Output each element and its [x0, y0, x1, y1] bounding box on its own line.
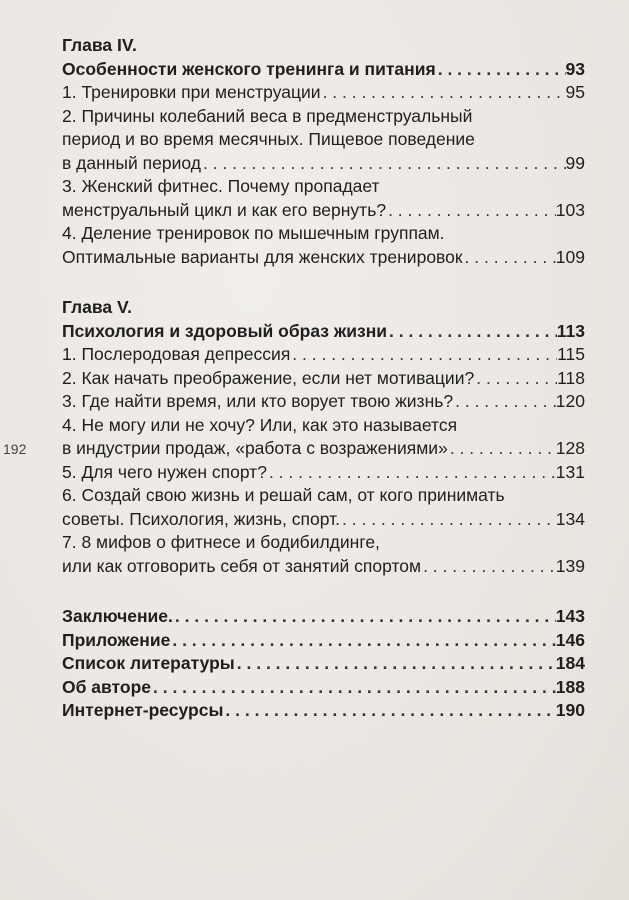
toc-entry: [62, 222, 585, 269]
entry-title: советы. Психология, жизнь, спорт.: [62, 508, 341, 529]
entry-text: 4. Деление тренировок по мышечным группам.: [62, 223, 445, 243]
leader-dots: [223, 699, 555, 723]
chapter-label: Глава V.: [62, 297, 132, 317]
chapter-5: [62, 296, 585, 578]
entry-title: менструальный цикл и как его вернуть?: [62, 199, 387, 220]
entry-line: [62, 390, 585, 414]
final-entry: [62, 629, 585, 653]
entry-title: в индустрии продаж, «работа с возражениями»: [62, 438, 448, 458]
entry-page: 109: [555, 246, 585, 267]
entry-title: 5. Для чего нужен спорт?: [62, 461, 267, 482]
final-entry: [62, 605, 585, 629]
final-entry-title: Список литературы: [62, 653, 235, 673]
leader-dots: [173, 605, 556, 629]
final-entry-page: 146: [555, 629, 585, 650]
entry-page: 120: [555, 391, 585, 411]
leader-dots: [321, 81, 566, 105]
entry-page: 103: [555, 199, 585, 220]
leader-dots: [453, 390, 556, 414]
leader-dots: [201, 152, 566, 176]
entry-page: 128: [555, 438, 585, 458]
chapter-title-line: [62, 320, 585, 344]
entry-page: 118: [557, 367, 585, 388]
toc-entry: [62, 105, 585, 176]
leader-dots: [235, 652, 556, 676]
final-sections: [62, 605, 585, 723]
leader-dots: [290, 343, 557, 367]
final-entry-title: Заключение.: [62, 606, 173, 626]
entry-title: в данный период: [62, 152, 201, 173]
toc-entry: [62, 414, 585, 461]
entry-text: период и во время месячных. Пищевое поведение: [62, 129, 475, 149]
entry-page: 131: [555, 461, 585, 482]
toc-entry: [62, 175, 585, 222]
entry-title: или как отговорить себя от занятий спортом: [62, 555, 422, 576]
entry-title: 2. Как начать преображение, если нет мотивации?: [62, 367, 475, 388]
leader-dots: [436, 58, 566, 82]
chapter-title: Особенности женского тренинга и питания: [62, 58, 436, 79]
table-of-contents: [62, 34, 585, 723]
leader-dots: [267, 461, 556, 485]
final-entry-title: Интернет-ресурсы: [62, 700, 224, 720]
toc-entry: [62, 390, 585, 414]
entry-text: 2. Причины колебаний веса в предменструальный: [62, 105, 473, 126]
chapter-page: 93: [565, 58, 585, 79]
toc-entry: [62, 343, 585, 367]
entry-text: 3. Женский фитнес. Почему пропадает: [62, 176, 380, 196]
entry-text: 4. Не могу или не хочу? Или, как это называется: [62, 414, 458, 435]
leader-dots: [340, 508, 556, 532]
chapter-title-line: [62, 58, 585, 82]
entry-page: 95: [565, 82, 585, 102]
final-entry-title: Об авторе: [62, 676, 151, 697]
entry-line: [62, 152, 585, 176]
entry-title: 1. Тренировки при менструации: [62, 82, 321, 102]
final-entry-page: 190: [555, 700, 585, 720]
page-number: 192: [3, 441, 27, 457]
chapter-label: Глава IV.: [62, 35, 137, 55]
toc-entry: [62, 461, 585, 485]
entry-page: 115: [557, 344, 585, 364]
entry-page: 139: [555, 555, 585, 576]
entry-title: 3. Где найти время, или кто ворует твою жизнь?: [62, 391, 454, 411]
leader-dots: [421, 555, 556, 579]
final-entry-page: 184: [555, 653, 585, 673]
entry-line: [62, 508, 585, 532]
leader-dots: [170, 629, 555, 653]
chapter-page: 113: [556, 320, 585, 341]
final-entry: [62, 699, 585, 723]
entry-line: [62, 246, 585, 270]
chapter-4: [62, 34, 585, 269]
entry-page: 99: [565, 152, 585, 173]
entry-line: [62, 555, 585, 579]
leader-dots: [448, 437, 556, 461]
toc-entry: [62, 367, 585, 391]
final-entry-page: 188: [555, 676, 585, 697]
entry-line: [62, 461, 585, 485]
entry-title: Оптимальные варианты для женских тренировок: [62, 246, 463, 267]
leader-dots: [151, 676, 556, 700]
toc-entry: [62, 81, 585, 105]
entry-line: [62, 81, 585, 105]
entry-line: [62, 437, 585, 461]
entry-line: [62, 343, 585, 367]
leader-dots: [474, 367, 557, 391]
leader-dots: [463, 246, 556, 270]
final-entry-title: Приложение: [62, 629, 171, 650]
final-entry: [62, 676, 585, 700]
entry-line: [62, 367, 585, 391]
entry-line: [62, 199, 585, 223]
entry-text: 7. 8 мифов о фитнесе и бодибилдинге,: [62, 532, 380, 552]
final-entry: [62, 652, 585, 676]
leader-dots: [386, 199, 556, 223]
entry-title: 1. Послеродовая депрессия: [62, 344, 291, 364]
entry-text: 6. Создай свою жизнь и решай сам, от кого принимать: [62, 485, 505, 505]
final-entry-page: 143: [555, 606, 585, 626]
leader-dots: [387, 320, 557, 344]
entry-page: 134: [555, 508, 585, 529]
toc-entry: [62, 531, 585, 578]
toc-entry: [62, 484, 585, 531]
chapter-title: Психология и здоровый образ жизни: [62, 320, 388, 341]
